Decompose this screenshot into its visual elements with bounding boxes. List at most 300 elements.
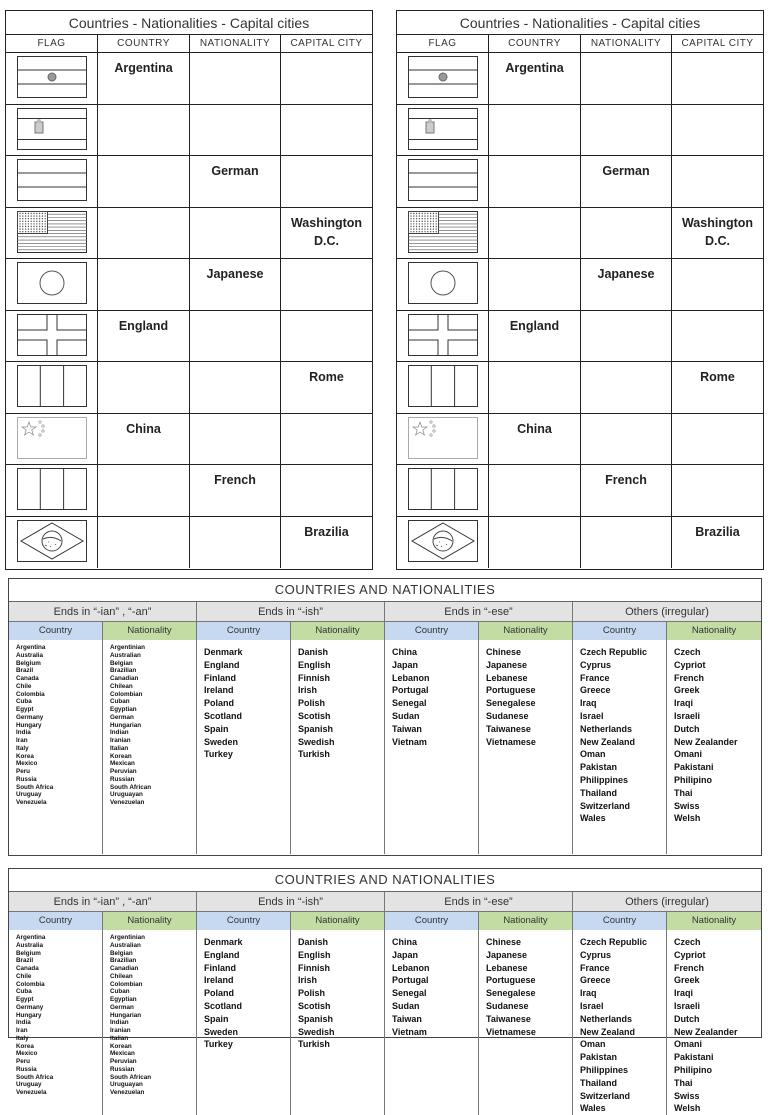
- list-item: Greece: [580, 685, 611, 696]
- nationality-cell[interactable]: [190, 362, 281, 413]
- list-column: [103, 640, 197, 854]
- list-item: Sudan: [392, 1000, 420, 1011]
- word-list: [580, 936, 666, 1115]
- word-list: [674, 646, 761, 825]
- list-item: Taiwan: [392, 723, 422, 734]
- list-item: Cuba: [16, 698, 32, 706]
- list-item: Korea: [16, 752, 34, 760]
- nationality-subheader: Nationality: [479, 912, 573, 930]
- list-item: Hungary: [16, 1011, 42, 1019]
- flag-cell: [397, 208, 489, 259]
- list-item: Korean: [110, 1042, 132, 1050]
- flag-column-header: FLAG: [6, 35, 98, 52]
- worksheet-row: [6, 259, 372, 311]
- list-item: Omani: [674, 1039, 703, 1050]
- worksheet-row: [6, 208, 372, 260]
- list-item: Portuguese: [486, 975, 536, 986]
- argentina-flag: [408, 56, 478, 98]
- list-item: Iranian: [110, 1027, 131, 1034]
- list-item: South African: [110, 1073, 152, 1081]
- list-item: Chinese: [486, 937, 522, 947]
- list-item: Venezuela: [16, 1089, 47, 1096]
- nationality-cell[interactable]: German: [581, 156, 672, 207]
- word-list: [16, 644, 102, 807]
- worksheet-row: [397, 156, 763, 208]
- list-column: [667, 640, 761, 854]
- list-item: Senegalese: [486, 988, 536, 999]
- list-item: Swiss: [674, 1090, 700, 1101]
- usa-flag: [408, 211, 478, 253]
- list-item: Brazil: [16, 667, 34, 675]
- list-item: Australian: [110, 941, 141, 949]
- list-item: Israeli: [674, 710, 701, 721]
- group-ese-header: Ends in “-ese”: [385, 892, 573, 912]
- word-list: [392, 646, 478, 748]
- nationality-column-header: NATIONALITY: [581, 35, 672, 52]
- flag-cell: [397, 259, 489, 310]
- table-body: [9, 930, 761, 1114]
- list-item: Colombia: [16, 690, 45, 698]
- flag-cell: [6, 465, 98, 516]
- list-item: Brazil: [16, 957, 34, 965]
- group-header-row: [9, 892, 761, 912]
- worksheet-row: [6, 517, 372, 569]
- list-item: Czech: [674, 937, 701, 947]
- list-item: Australia: [16, 941, 43, 949]
- nationality-cell[interactable]: German: [190, 156, 281, 207]
- list-item: Switzerland: [580, 1090, 631, 1101]
- worksheet-row: [397, 105, 763, 157]
- worksheet-header-row: [6, 35, 372, 53]
- country-cell[interactable]: [98, 105, 190, 156]
- nationality-cell[interactable]: [190, 517, 281, 569]
- capital-cell[interactable]: [281, 53, 372, 104]
- nationality-cell[interactable]: [581, 311, 672, 362]
- list-item: Egyptian: [110, 706, 137, 713]
- country-subheader: Country: [385, 912, 479, 930]
- word-list: [110, 934, 196, 1097]
- list-item: Turkey: [204, 1039, 233, 1050]
- capital-cell[interactable]: [672, 259, 763, 310]
- nationality-cell[interactable]: [190, 105, 281, 156]
- list-item: Portugal: [392, 685, 429, 696]
- list-item: Thai: [674, 1077, 693, 1088]
- nationalities-table-2: [8, 868, 762, 1114]
- list-item: China: [392, 647, 418, 657]
- country-cell[interactable]: [489, 259, 581, 310]
- list-item: Philipino: [674, 774, 712, 785]
- nationality-cell[interactable]: [190, 53, 281, 104]
- worksheet-row: [6, 53, 372, 105]
- group-header-row: [9, 602, 761, 622]
- worksheet-row: [6, 311, 372, 363]
- list-item: Scotish: [298, 710, 331, 721]
- capital-cell[interactable]: Brazilia: [695, 524, 740, 539]
- country-cell[interactable]: [489, 156, 581, 207]
- capital-cell[interactable]: Rome: [700, 370, 735, 384]
- country-subheader: Country: [9, 622, 103, 640]
- nationality-cell[interactable]: [190, 208, 281, 259]
- list-item: Switzerland: [580, 800, 631, 811]
- spain-flag: [17, 108, 87, 150]
- list-item: Chile: [16, 682, 32, 690]
- list-item: Hungary: [16, 721, 42, 729]
- country-cell[interactable]: China: [98, 414, 190, 465]
- table-title: COUNTRIES AND NATIONALITIES: [9, 579, 761, 602]
- nationality-subheader: Nationality: [103, 912, 197, 930]
- capital-cell[interactable]: [281, 259, 372, 310]
- list-item: Sudan: [392, 710, 420, 721]
- list-item: Mexico: [16, 1050, 38, 1058]
- capital-cell[interactable]: [672, 414, 763, 465]
- list-item: Turkish: [298, 749, 330, 760]
- list-item: Philipino: [674, 1064, 712, 1075]
- list-item: Cuba: [16, 988, 32, 996]
- list-item: Israel: [580, 1000, 604, 1011]
- list-item: Taiwanese: [486, 1013, 531, 1024]
- list-item: Portugal: [392, 975, 429, 986]
- worksheet-row: [6, 414, 372, 466]
- list-item: Finnish: [298, 962, 330, 973]
- list-item: Pakistani: [674, 762, 714, 773]
- list-item: China: [392, 937, 418, 947]
- capital-cell[interactable]: [672, 465, 763, 516]
- list-item: Argentina: [16, 934, 46, 941]
- list-item: Russia: [16, 1065, 37, 1073]
- list-item: Italian: [110, 744, 129, 752]
- list-item: Brazilian: [110, 957, 137, 965]
- list-item: Portuguese: [486, 685, 536, 696]
- country-cell[interactable]: [489, 362, 581, 413]
- list-item: Egypt: [16, 706, 34, 713]
- usa-flag: [17, 211, 87, 253]
- group-irregular-header: Others (irregular): [625, 896, 709, 908]
- capital-cell[interactable]: Washington D.C.: [681, 215, 754, 248]
- nationality-cell[interactable]: [581, 414, 672, 465]
- list-column: [573, 930, 667, 1115]
- worksheet-row: [397, 517, 763, 569]
- list-item: Egypt: [16, 996, 34, 1003]
- word-list: [298, 936, 384, 1051]
- country-cell[interactable]: [98, 208, 190, 259]
- nationality-cell[interactable]: [581, 362, 672, 413]
- list-item: Danish: [298, 937, 329, 947]
- list-item: Indian: [110, 729, 129, 737]
- list-item: Lebanese: [486, 672, 528, 683]
- worksheet-row: [6, 465, 372, 517]
- list-item: Vietnamese: [486, 1026, 536, 1037]
- list-item: Dutch: [674, 723, 700, 734]
- list-item: Russia: [16, 775, 37, 783]
- worksheet-row: [397, 208, 763, 260]
- list-item: Uruguay: [16, 791, 42, 799]
- nationality-subheader: Nationality: [103, 622, 197, 640]
- country-cell[interactable]: [98, 259, 190, 310]
- list-item: Germany: [16, 713, 44, 721]
- list-column: [9, 640, 103, 854]
- list-item: Chile: [16, 972, 32, 980]
- list-item: Cuban: [110, 988, 130, 996]
- nationality-column-header: NATIONALITY: [190, 35, 281, 52]
- list-item: Colombian: [110, 690, 143, 698]
- list-item: South Africa: [16, 1073, 54, 1081]
- list-item: Vietnam: [392, 736, 427, 747]
- nationality-cell[interactable]: [190, 311, 281, 362]
- list-item: Oman: [580, 1039, 606, 1050]
- capital-cell[interactable]: [672, 105, 763, 156]
- capital-cell[interactable]: [672, 311, 763, 362]
- list-item: Vietnamese: [486, 736, 536, 747]
- flag-cell: [6, 414, 98, 465]
- list-item: Korean: [110, 752, 132, 760]
- list-item: Argentinian: [110, 934, 145, 941]
- nationality-cell[interactable]: [581, 517, 672, 569]
- list-item: Belgium: [16, 659, 41, 667]
- flag-column-header: FLAG: [397, 35, 489, 52]
- list-column: [573, 640, 667, 854]
- table-title: COUNTRIES AND NATIONALITIES: [9, 869, 761, 892]
- list-column: [479, 930, 573, 1115]
- list-item: Cuban: [110, 698, 130, 706]
- list-item: Cyprus: [580, 949, 612, 960]
- list-item: English: [298, 949, 331, 960]
- list-item: India: [16, 1019, 31, 1027]
- list-item: Venezuelan: [110, 1089, 145, 1096]
- group-ian-header: Ends in “-ian” , “-an”: [9, 892, 197, 912]
- flag-cell: [397, 311, 489, 362]
- list-item: Vietnam: [392, 1026, 427, 1037]
- list-item: Denmark: [204, 647, 243, 657]
- list-item: New Zealand: [580, 736, 636, 747]
- country-cell[interactable]: [489, 465, 581, 516]
- list-item: Canada: [16, 675, 39, 682]
- list-item: Venezuelan: [110, 799, 145, 806]
- nationality-cell[interactable]: Japanese: [190, 259, 281, 310]
- argentina-flag: [17, 56, 87, 98]
- list-item: Swiss: [674, 800, 700, 811]
- list-item: Lebanon: [392, 962, 430, 973]
- country-cell[interactable]: England: [98, 311, 190, 362]
- country-cell[interactable]: [98, 465, 190, 516]
- list-item: Belgian: [110, 949, 133, 957]
- list-item: Iran: [16, 737, 28, 744]
- country-cell[interactable]: Argentina: [98, 53, 190, 104]
- england-flag: [408, 314, 478, 356]
- capital-cell[interactable]: [281, 311, 372, 362]
- nationality-cell[interactable]: French: [581, 465, 672, 516]
- nationalities-table-1: [8, 578, 762, 856]
- word-list: [298, 646, 384, 761]
- list-item: Cyprus: [580, 659, 612, 670]
- italy-flag: [17, 365, 87, 407]
- country-cell[interactable]: [489, 105, 581, 156]
- flag-cell: [6, 362, 98, 413]
- capital-cell[interactable]: Brazilia: [304, 524, 349, 539]
- group-ish-header: Ends in “-ish”: [197, 602, 385, 622]
- list-item: Poland: [204, 698, 235, 709]
- country-cell[interactable]: Argentina: [489, 53, 581, 104]
- list-item: Danish: [298, 647, 329, 657]
- nationality-cell[interactable]: [581, 208, 672, 259]
- china-flag: [408, 417, 478, 459]
- worksheet-row: [397, 414, 763, 466]
- list-item: Hungarian: [110, 1011, 142, 1019]
- list-item: Japanese: [486, 949, 528, 960]
- nationality-cell[interactable]: Japanese: [581, 259, 672, 310]
- list-item: Finland: [204, 962, 236, 973]
- list-item: Chilean: [110, 682, 133, 690]
- list-item: Russian: [110, 1065, 135, 1073]
- list-item: Colombia: [16, 980, 45, 988]
- country-cell[interactable]: [98, 156, 190, 207]
- list-item: France: [580, 672, 610, 683]
- table-body: [9, 640, 761, 854]
- list-column: [385, 640, 479, 854]
- group-ese-header: Ends in “-ese”: [385, 602, 573, 622]
- list-column: [667, 930, 761, 1115]
- country-cell[interactable]: [98, 362, 190, 413]
- list-item: Uruguayan: [110, 791, 143, 799]
- list-item: Turkish: [298, 1039, 330, 1050]
- list-item: French: [674, 672, 705, 683]
- list-item: Thailand: [580, 1077, 618, 1088]
- nationality-cell[interactable]: French: [190, 465, 281, 516]
- list-column: [291, 930, 385, 1115]
- country-cell[interactable]: [489, 517, 581, 569]
- list-item: Egyptian: [110, 996, 137, 1003]
- group-ish-header: Ends in “-ish”: [197, 892, 385, 912]
- list-item: Senegal: [392, 988, 427, 999]
- nationality-subheader: Nationality: [291, 912, 385, 930]
- china-flag: [17, 417, 87, 459]
- list-column: [385, 930, 479, 1115]
- list-item: Iraqi: [674, 698, 694, 709]
- list-item: Irish: [298, 685, 318, 696]
- capital-cell[interactable]: Washington D.C.: [290, 215, 363, 248]
- nationality-cell[interactable]: [190, 414, 281, 465]
- list-item: England: [204, 659, 240, 670]
- nationality-cell[interactable]: [581, 105, 672, 156]
- list-item: Peruvian: [110, 768, 137, 775]
- list-item: Israeli: [674, 1000, 701, 1011]
- list-item: Spanish: [298, 1013, 334, 1024]
- capital-column-header: CAPITAL CITY: [681, 38, 754, 49]
- list-column: [9, 930, 103, 1115]
- list-item: German: [110, 713, 134, 721]
- list-item: Spain: [204, 1013, 229, 1024]
- worksheet-row: [6, 362, 372, 414]
- word-list: [486, 936, 572, 1038]
- list-item: Peru: [16, 768, 30, 775]
- nationality-cell[interactable]: [581, 53, 672, 104]
- list-item: Omani: [674, 749, 703, 760]
- flag-cell: [6, 105, 98, 156]
- worksheet-row: [397, 362, 763, 414]
- country-cell[interactable]: [489, 208, 581, 259]
- subheader-row: [9, 622, 761, 640]
- flag-cell: [6, 53, 98, 104]
- list-item: Chinese: [486, 647, 522, 657]
- word-list: [674, 936, 761, 1115]
- list-item: England: [204, 949, 240, 960]
- list-item: Colombian: [110, 980, 143, 988]
- france-flag: [17, 468, 87, 510]
- capital-cell[interactable]: Rome: [309, 370, 344, 384]
- italy-flag: [408, 365, 478, 407]
- list-item: Sudanese: [486, 1000, 529, 1011]
- capital-cell[interactable]: [672, 156, 763, 207]
- list-item: Peru: [16, 1058, 30, 1065]
- worksheet-header-row: [397, 35, 763, 53]
- word-list: [580, 646, 666, 825]
- capital-cell[interactable]: [281, 105, 372, 156]
- japan-flag: [408, 262, 478, 304]
- list-item: Australia: [16, 651, 43, 659]
- word-list: [204, 646, 290, 761]
- list-item: Thai: [674, 787, 693, 798]
- country-cell[interactable]: England: [489, 311, 581, 362]
- list-item: Senegal: [392, 698, 427, 709]
- list-item: English: [298, 659, 331, 670]
- capital-cell[interactable]: [281, 414, 372, 465]
- list-item: Irish: [298, 975, 318, 986]
- worksheet-row: [6, 105, 372, 157]
- list-item: Swedish: [298, 1026, 335, 1037]
- capital-cell[interactable]: [281, 156, 372, 207]
- list-item: Taiwanese: [486, 723, 531, 734]
- country-subheader: Country: [197, 912, 291, 930]
- list-item: Belgian: [110, 659, 133, 667]
- list-item: Chilean: [110, 972, 133, 980]
- list-item: Netherlands: [580, 723, 633, 734]
- spain-flag: [408, 108, 478, 150]
- country-subheader: Country: [573, 912, 667, 930]
- country-cell[interactable]: China: [489, 414, 581, 465]
- list-item: Welsh: [674, 1103, 701, 1114]
- list-item: Polish: [298, 988, 326, 999]
- list-column: [197, 640, 291, 854]
- flag-cell: [6, 208, 98, 259]
- flag-cell: [397, 517, 489, 569]
- list-item: Finland: [204, 672, 236, 683]
- list-column: [291, 640, 385, 854]
- flag-cell: [6, 259, 98, 310]
- list-item: Mexico: [16, 760, 38, 768]
- list-item: New Zealander: [674, 736, 738, 747]
- list-item: Thailand: [580, 787, 618, 798]
- capital-column-header: CAPITAL CITY: [290, 38, 363, 49]
- list-item: Canadian: [110, 965, 139, 972]
- list-item: Finnish: [298, 672, 330, 683]
- france-flag: [408, 468, 478, 510]
- capital-cell[interactable]: [281, 465, 372, 516]
- list-item: Senegalese: [486, 698, 536, 709]
- list-column: [479, 640, 573, 854]
- capital-cell[interactable]: [672, 53, 763, 104]
- flag-cell: [6, 156, 98, 207]
- list-item: Pakistan: [580, 1052, 618, 1063]
- list-item: Hungarian: [110, 721, 142, 729]
- list-item: Denmark: [204, 937, 243, 947]
- england-flag: [17, 314, 87, 356]
- list-item: Lebanon: [392, 672, 430, 683]
- list-item: Polish: [298, 698, 326, 709]
- country-subheader: Country: [573, 622, 667, 640]
- country-cell[interactable]: [98, 517, 190, 569]
- list-item: Brazilian: [110, 667, 137, 675]
- list-item: Iraqi: [674, 988, 694, 999]
- list-item: Japan: [392, 659, 419, 670]
